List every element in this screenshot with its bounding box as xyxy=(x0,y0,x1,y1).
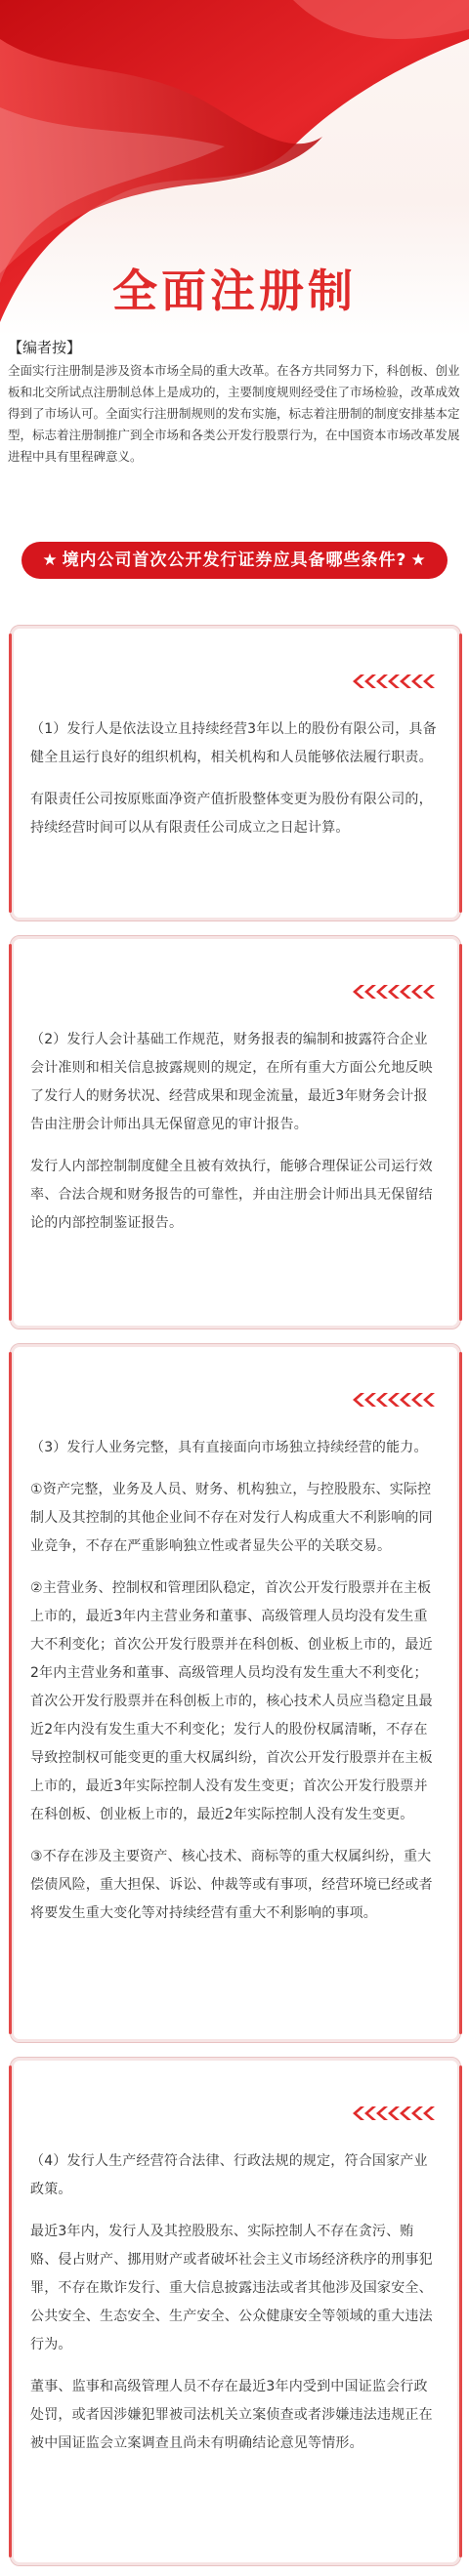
header-banner xyxy=(0,0,469,337)
editor-note-heading: 【编者按】 xyxy=(8,339,82,356)
page-title: 全面注册制 xyxy=(112,265,357,317)
card-paragraph: 有限责任公司按原账面净资产值折股整体变更为股份有限公司的，持续经营时间可以从有限责任公司成立之日起计算。 xyxy=(30,792,433,836)
question-text: 境内公司首次公开发行证券应具备哪些条件? xyxy=(62,551,407,570)
chevrons-icon xyxy=(353,675,441,688)
star-icon: ★ xyxy=(42,551,59,570)
editor-note-text: 全面实行注册制是涉及资本市场全局的重大改革。在各方共同努力下，科创板、创业板和北交所试点注册制总体上是成功的，主要制度规则经受住了市场检验，改革成效得到了市场认可。全面实行注册制规则的发布实施，标志着注册制的制度安排基本定型，标志着注册制推广到全市场和各类公开发行股票行为，在中国资本市场改革发展进程中具有里程碑意义。 xyxy=(8,363,460,464)
condition-card-3 xyxy=(10,1343,461,2043)
card-paragraph: ①资产完整，业务及人员、财务、机构独立，与控股股东、实际控制人及其控制的其他企业间不存在对发行人构成重大不利影响的同业竞争，不存在严重影响独立性或者显失公平的关联交易。 xyxy=(30,1482,433,1554)
condition-card-4 xyxy=(10,2057,461,2566)
card-paragraph: （1）发行人是依法设立且持续经营3年以上的股份有限公司，具备健全且运行良好的组织机构，相关机构和人员能够依法履行职责。 xyxy=(30,721,437,765)
chevrons-icon xyxy=(353,2106,441,2120)
editor-note xyxy=(8,337,461,468)
star-icon: ★ xyxy=(410,551,427,570)
condition-card-2 xyxy=(10,935,461,1329)
card-paragraph: 董事、监事和高级管理人员不存在最近3年内受到中国证监会行政处罚，或者因涉嫌犯罪被司法机关立案侦查或者涉嫌违法违规正在被中国证监会立案调查且尚未有明确结论意见等情形。 xyxy=(30,2379,433,2451)
condition-card-1 xyxy=(10,625,461,921)
card-paragraph: （2）发行人会计基础工作规范，财务报表的编制和披露符合企业会计准则和相关信息披露规则的规定，在所有重大方面公允地反映了发行人的财务状况、经营成果和现金流量，最近3年财务会计报告由注册会计师出具无保留意见的审计报告。 xyxy=(30,1032,433,1132)
card-paragraph: （4）发行人生产经营符合法律、行政法规的规定，符合国家产业政策。 xyxy=(30,2153,428,2197)
card-paragraph: （3）发行人业务完整，具有直接面向市场独立持续经营的能力。 xyxy=(30,1440,428,1455)
card-paragraph: ③不存在涉及主要资产、核心技术、商标等的重大权属纠纷，重大偿债风险，重大担保、诉讼、仲裁等或有事项，经营环境已经或者将要发生重大变化等对持续经营有重大不利影响的事项。 xyxy=(30,1849,433,1921)
card-paragraph: 最近3年内，发行人及其控股股东、实际控制人不存在贪污、贿赂、侵占财产、挪用财产或者破坏社会主义市场经济秩序的刑事犯罪，不存在欺诈发行、重大信息披露违法或者其他涉及国家安全、公共安全、生态安全、生产安全、公众健康安全等领域的重大违法行为。 xyxy=(30,2224,433,2352)
card-paragraph: ②主营业务、控制权和管理团队稳定，首次公开发行股票并在主板上市的，最近3年内主营业务和董事、高级管理人员均没有发生重大不利变化；首次公开发行股票并在科创板、创业板上市的，最近2年内主营业务和董事、高级管理人员均没有发生重大不利变化；首次公开发行股票并在科创板上市的，核心技术人员应当稳定且最近2年内没有发生重大不利变化；发行人的股份权属清晰，不存在导致控制权可能变更的重大权属纠纷，首次公开发行股票并在主板上市的，最近3年实际控制人没有发生变更；首次公开发行股票并在科创板、创业板上市的，最近2年实际控制人没有发生变更。 xyxy=(30,1580,433,1822)
chevrons-icon xyxy=(353,985,441,999)
card-paragraph: 发行人内部控制制度健全且被有效执行，能够合理保证公司运行效率、合法合规和财务报告的可靠性，并由注册会计师出具无保留结论的内部控制鉴证报告。 xyxy=(30,1159,433,1231)
question-banner xyxy=(21,542,448,579)
chevrons-icon xyxy=(353,1393,441,1407)
